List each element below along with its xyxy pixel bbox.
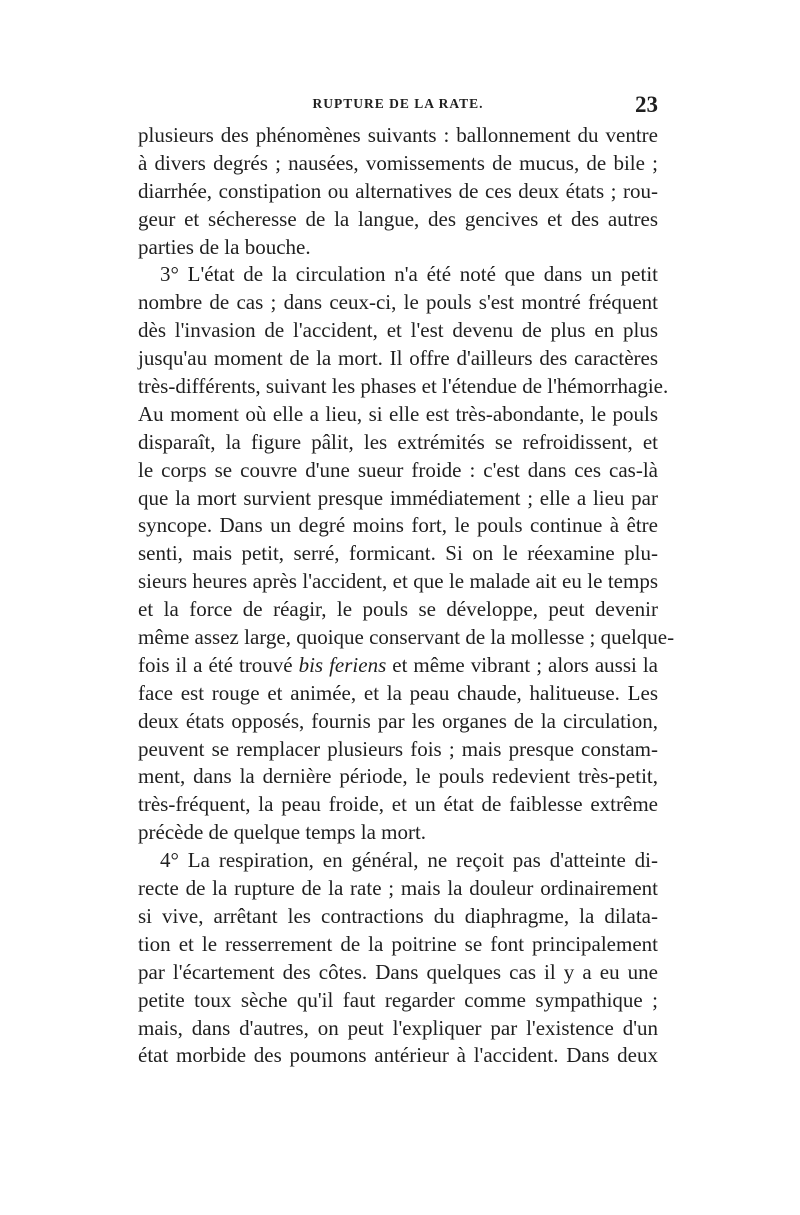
- text-line: senti, mais petit, serré, formicant. Si on le réexamine plu-: [138, 541, 658, 566]
- text-line: état morbide des poumons antérieur à l'accident. Dans deux: [138, 1043, 658, 1068]
- text-line: nombre de cas ; dans ceux-ci, le pouls s'est montré fréquent: [138, 290, 658, 315]
- text-line: précède de quelque temps la mort.: [138, 820, 427, 845]
- text-line: jusqu'au moment de la mort. Il offre d'ailleurs des caractères: [138, 346, 658, 371]
- text-line: face est rouge et animée, et la peau chaude, halitueuse. Les: [138, 680, 658, 705]
- text-line: à divers degrés ; nausées, vomissements de mucus, de bile ;: [138, 150, 658, 175]
- paragraph-circulation: [138, 261, 675, 847]
- text-line: mais, dans d'autres, on peut l'expliquer par l'existence d'un: [138, 1015, 658, 1040]
- text-line: même assez large, quoique conservant de la mollesse ; quelque-: [138, 625, 675, 650]
- italic-phrase: bis feriens: [298, 652, 387, 677]
- text-line: recte de la rupture de la rate ; mais la douleur ordinairement: [138, 876, 658, 901]
- text-line: si vive, arrêtant les contractions du diaphragme, la dilata-: [138, 903, 658, 928]
- text-line: syncope. Dans un degré moins fort, le pouls continue à être: [138, 513, 658, 538]
- running-title: RUPTURE DE LA RATE.: [312, 96, 484, 111]
- text-line: très-différents, suivant les phases et l'étendue de l'hémorrhagie.: [138, 374, 669, 399]
- text-line: par l'écartement des côtes. Dans quelques cas il y a eu une: [138, 959, 658, 984]
- text-line: disparaît, la figure pâlit, les extrémités se refroidissent, et: [138, 429, 658, 454]
- text-line: dès l'invasion de l'accident, et l'est devenu de plus en plus: [138, 318, 658, 343]
- text-line: fois il a été trouvé bis feriens et même vibrant ; alors aussi la: [138, 652, 658, 677]
- text-line: plusieurs des phénomènes suivants : ballonnement du ventre: [138, 123, 658, 147]
- text-line: peuvent se remplacer plusieurs fois ; mais presque constam-: [138, 736, 658, 761]
- text-line: parties de la bouche.: [138, 234, 311, 259]
- running-head: [138, 94, 658, 122]
- text-line: Au moment où elle a lieu, si elle est très-abondante, le pouls: [138, 401, 658, 426]
- text-line: tion et le resserrement de la poitrine se font principalement: [138, 931, 658, 956]
- text-line: et la force de réagir, le pouls se développe, peut devenir: [138, 597, 658, 622]
- paragraph-respiration: [138, 847, 658, 1070]
- paragraph-continuation: [138, 122, 658, 261]
- text-line: 4° La respiration, en général, ne reçoit pas d'atteinte di-: [160, 848, 658, 873]
- text-line: le corps se couvre d'une sueur froide : c'est dans ces cas-là: [138, 457, 658, 482]
- text-line: diarrhée, constipation ou alternatives de ces deux états ; rou-: [138, 178, 658, 203]
- text-line: geur et sécheresse de la langue, des gencives et des autres: [138, 206, 658, 231]
- body-text: [138, 122, 675, 1070]
- text-line: petite toux sèche qu'il faut regarder comme sympathique ;: [138, 987, 658, 1012]
- text-line: très-fréquent, la peau froide, et un état de faiblesse extrême: [138, 792, 658, 817]
- book-page: [138, 92, 675, 1094]
- text-line: sieurs heures après l'accident, et que le malade ait eu le temps: [138, 569, 658, 594]
- text-line: que la mort survient presque immédiatement ; elle a lieu par: [138, 485, 658, 510]
- text-line: 3° L'état de la circulation n'a été noté que dans un petit: [160, 262, 658, 287]
- page-number: 23: [635, 92, 658, 117]
- text-line: ment, dans la dernière période, le pouls redevient très-petit,: [138, 764, 658, 789]
- text-line: deux états opposés, fournis par les organes de la circulation,: [138, 708, 658, 733]
